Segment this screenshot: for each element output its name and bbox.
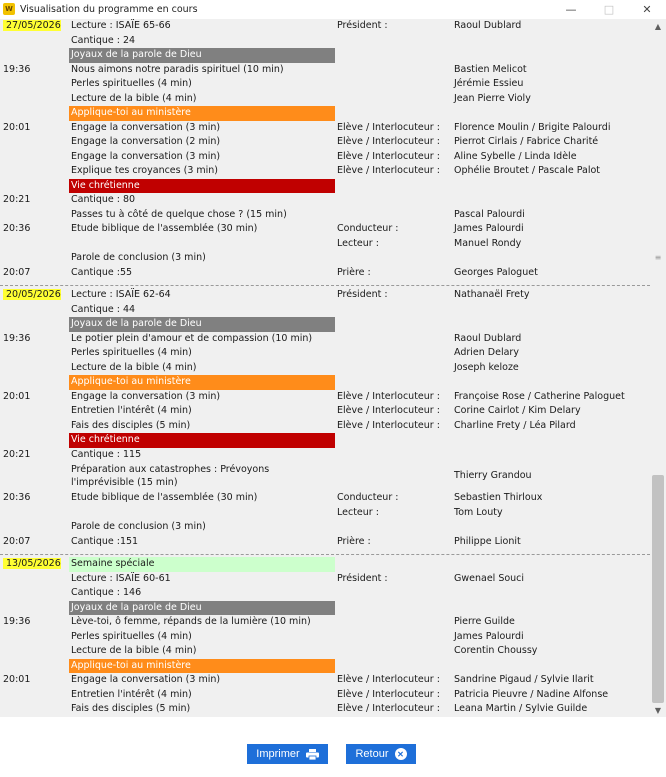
- person-cell: Ophélie Broutet / Pascale Palot: [454, 165, 601, 176]
- table-row: [0, 92, 650, 107]
- event-cell: Cantique :151: [71, 535, 139, 547]
- president: Raoul Dublard: [454, 20, 522, 31]
- table-row: [0, 193, 650, 208]
- person-cell: Pierre Guilde: [454, 616, 515, 627]
- person-cell: Tom Louty: [454, 506, 503, 518]
- event-cell: Perles spirituelles (4 min): [71, 347, 192, 358]
- role-cell: Elève / Interlocuteur :: [337, 405, 440, 416]
- lecture: Lecture : ISAÏE 65-66: [71, 20, 171, 31]
- person-cell: Bastien Melicot: [454, 63, 527, 75]
- person-cell: Patricia Pieuvre / Nadine Alfonse: [454, 688, 609, 700]
- role-cell: Elève / Interlocuteur :: [337, 688, 440, 700]
- table-row: [0, 164, 650, 179]
- event-cell: Lecture de la bible (4 min): [71, 361, 197, 373]
- table-row: [0, 644, 650, 659]
- role-cell: Prière :: [337, 266, 371, 278]
- president-label: Président :: [337, 289, 388, 300]
- back-button-label: Retour: [355, 748, 389, 760]
- role-cell: Conducteur :: [337, 223, 399, 234]
- role-cell: Lecteur :: [337, 237, 379, 249]
- back-circle-icon: ✕: [395, 748, 407, 760]
- time-cell: 20:36: [3, 492, 31, 503]
- week-date: 13/05/2026: [3, 558, 61, 569]
- table-row: [0, 63, 650, 78]
- person-cell: Florence Moulin / Brigite Palourdi: [454, 121, 611, 133]
- person-cell: Leana Martin / Sylvie Guilde: [454, 703, 588, 714]
- event-cell: Lecture de la bible (4 min): [71, 92, 197, 104]
- time-cell: 20:36: [3, 223, 31, 234]
- week-block: [0, 288, 650, 549]
- time-cell: 20:01: [3, 674, 31, 685]
- person-cell: James Palourdi: [454, 223, 524, 234]
- table-row: [0, 491, 650, 506]
- role-cell: Prière :: [337, 535, 371, 547]
- event-cell: Perles spirituelles (4 min): [71, 630, 192, 642]
- event-cell: Lecture de la bible (4 min): [71, 645, 197, 656]
- person-cell: Georges Paloguet: [454, 266, 538, 278]
- special-week-label: Semaine spéciale: [69, 557, 335, 572]
- event-cell: Fais des disciples (5 min): [71, 703, 191, 714]
- event-cell: Explique tes croyances (3 min): [71, 165, 219, 176]
- person-cell: Charline Frety / Léa Pilard: [454, 419, 576, 431]
- time-cell: 19:36: [3, 332, 31, 344]
- time-cell: 20:07: [3, 535, 31, 547]
- event-cell: Le potier plein d'amour et de compassion (10 min): [71, 332, 313, 344]
- minimize-icon[interactable]: —: [565, 2, 577, 16]
- program-list[interactable]: [0, 19, 650, 717]
- event-cell: Entretien l'intérêt (4 min): [71, 405, 192, 416]
- section-header-joyaux: Joyaux de la parole de Dieu: [0, 48, 650, 63]
- event-cell: Cantique : 80: [71, 194, 136, 205]
- week-header-row: [0, 557, 650, 572]
- time-cell: 20:01: [3, 390, 31, 402]
- event-cell: Lève-toi, ô femme, répands de la lumière (10 min): [71, 616, 311, 627]
- president-label: Président :: [337, 20, 388, 31]
- role-cell: Elève / Interlocuteur :: [337, 165, 440, 176]
- person-cell: Corentin Choussy: [454, 645, 538, 656]
- table-row: [0, 208, 650, 223]
- person-cell: Sebastien Thirloux: [454, 492, 543, 503]
- event-cell: Fais des disciples (5 min): [71, 419, 191, 431]
- table-row: [0, 121, 650, 136]
- time-cell: 20:21: [3, 194, 31, 205]
- table-row: [0, 135, 650, 150]
- event-cell: Etude biblique de l'assemblée (30 min): [71, 492, 258, 503]
- vertical-scrollbar[interactable]: [650, 19, 666, 717]
- back-button[interactable]: [346, 744, 416, 764]
- role-cell: Elève / Interlocuteur :: [337, 674, 440, 685]
- lecture: Lecture : ISAÏE 62-64: [71, 289, 171, 300]
- section-header-vie: Vie chrétienne: [0, 433, 650, 448]
- person-cell: Aline Sybelle / Linda Idèle: [454, 150, 577, 162]
- app-logo-icon: W: [3, 3, 15, 15]
- section-header-ministere: Applique-toi au ministère: [0, 106, 650, 121]
- event-cell: Passes tu à côté de quelque chose ? (15 min): [71, 208, 287, 220]
- event-cell: Parole de conclusion (3 min): [71, 521, 206, 532]
- event-cell: Préparation aux catastrophes : Prévoyons l'imprévisible (15 min): [71, 464, 270, 488]
- week-date: 20/05/2026: [3, 289, 61, 300]
- person-cell: Corine Cairlot / Kim Delary: [454, 405, 581, 416]
- time-cell: 20:21: [3, 448, 31, 460]
- table-row: [0, 332, 650, 347]
- scrollbar-grip-icon: ≡: [654, 253, 662, 262]
- action-bar: [0, 717, 666, 777]
- event-cell: Engage la conversation (3 min): [71, 390, 221, 402]
- role-cell: Elève / Interlocuteur :: [337, 419, 440, 431]
- person-cell: Joseph keloze: [454, 361, 519, 373]
- scroll-up-icon[interactable]: ▲: [654, 21, 662, 31]
- table-row: [0, 673, 650, 688]
- table-row: [0, 361, 650, 376]
- time-cell: 20:07: [3, 266, 31, 278]
- week-separator: [0, 280, 650, 286]
- event-cell: Engage la conversation (2 min): [71, 136, 221, 147]
- table-row: [0, 586, 650, 601]
- printer-icon: [306, 749, 319, 760]
- person-cell: Adrien Delary: [454, 347, 519, 358]
- table-row: [0, 251, 650, 266]
- maximize-icon[interactable]: □: [603, 2, 615, 16]
- print-button-label: Imprimer: [256, 748, 300, 760]
- print-button[interactable]: [247, 744, 328, 764]
- table-row: [0, 630, 650, 645]
- role-cell: Lecteur :: [337, 506, 379, 518]
- time-cell: 19:36: [3, 616, 31, 627]
- week-block: [0, 19, 650, 280]
- role-cell: Conducteur :: [337, 492, 399, 503]
- person-cell: Françoise Rose / Catherine Paloguet: [454, 390, 625, 402]
- role-cell: Elève / Interlocuteur :: [337, 703, 440, 714]
- table-row: [0, 615, 650, 630]
- event-cell: Cantique :55: [71, 266, 133, 278]
- table-row: [0, 702, 650, 717]
- person-cell: Jérémie Essieu: [454, 78, 524, 89]
- table-row: [0, 572, 650, 587]
- table-row: [0, 520, 650, 535]
- table-row: [0, 419, 650, 434]
- event-cell: Etude biblique de l'assemblée (30 min): [71, 223, 258, 234]
- person-cell: Thierry Grandou: [454, 470, 532, 482]
- event-cell: Perles spirituelles (4 min): [71, 78, 192, 89]
- opening-song: Cantique : 24: [71, 34, 136, 46]
- role-cell: Elève / Interlocuteur :: [337, 150, 440, 162]
- opening-song: Cantique : 44: [71, 303, 136, 315]
- opening-song: Cantique : 146: [71, 587, 142, 598]
- event-cell: Engage la conversation (3 min): [71, 121, 221, 133]
- president-label: Président :: [337, 572, 388, 584]
- person-cell: Philippe Lionit: [454, 535, 521, 547]
- president: Nathanaël Frety: [454, 289, 530, 300]
- person-cell: Jean Pierre Violy: [454, 92, 531, 104]
- time-cell: 20:01: [3, 121, 31, 133]
- table-row: [0, 390, 650, 405]
- close-icon[interactable]: ✕: [642, 2, 652, 16]
- person-cell: Sandrine Pigaud / Sylvie Ilarit: [454, 674, 594, 685]
- role-cell: Elève / Interlocuteur :: [337, 121, 440, 133]
- table-row: [0, 150, 650, 165]
- table-row: [0, 404, 650, 419]
- title-bar: [0, 0, 666, 18]
- table-row: [0, 448, 650, 463]
- role-cell: Elève / Interlocuteur :: [337, 390, 440, 402]
- week-block: [0, 557, 650, 717]
- week-date: 27/05/2026: [3, 20, 61, 31]
- event-cell: Parole de conclusion (3 min): [71, 252, 206, 263]
- window-title: Visualisation du programme en cours: [20, 3, 198, 15]
- event-cell: Entretien l'intérêt (4 min): [71, 688, 192, 700]
- week-header-row: [0, 288, 650, 303]
- table-row: [0, 237, 650, 252]
- section-header-ministere: Applique-toi au ministère: [0, 375, 650, 390]
- person-cell: James Palourdi: [454, 630, 524, 642]
- table-row: [0, 34, 650, 49]
- section-header-vie: Vie chrétienne: [0, 179, 650, 194]
- table-row: [0, 506, 650, 521]
- week-separator: [0, 549, 650, 555]
- section-header-joyaux: Joyaux de la parole de Dieu: [0, 317, 650, 332]
- table-row: [0, 222, 650, 237]
- window-controls: [552, 0, 666, 18]
- table-row: [0, 462, 650, 491]
- president: Gwenael Souci: [454, 572, 525, 584]
- table-row: [0, 77, 650, 92]
- person-cell: Pierrot Cirlais / Fabrice Charité: [454, 136, 599, 147]
- table-row: [0, 688, 650, 703]
- event-cell: Nous aimons notre paradis spirituel (10 min): [71, 63, 284, 75]
- person-cell: Raoul Dublard: [454, 332, 522, 344]
- table-row: [0, 535, 650, 550]
- event-cell: Engage la conversation (3 min): [71, 674, 221, 685]
- week-header-row: [0, 19, 650, 34]
- scroll-down-icon[interactable]: ▼: [654, 705, 662, 715]
- table-row: [0, 303, 650, 318]
- scrollbar-thumb[interactable]: [652, 475, 664, 703]
- section-header-ministere: Applique-toi au ministère: [0, 659, 650, 674]
- lecture: Lecture : ISAÏE 60-61: [71, 572, 171, 584]
- role-cell: Elève / Interlocuteur :: [337, 136, 440, 147]
- time-cell: 19:36: [3, 63, 31, 75]
- event-cell: Engage la conversation (3 min): [71, 150, 221, 162]
- event-cell: Cantique : 115: [71, 448, 142, 460]
- table-row: [0, 346, 650, 361]
- person-cell: Pascal Palourdi: [454, 208, 525, 220]
- table-row: [0, 266, 650, 281]
- section-header-joyaux: Joyaux de la parole de Dieu: [0, 601, 650, 616]
- person-cell: Manuel Rondy: [454, 237, 522, 249]
